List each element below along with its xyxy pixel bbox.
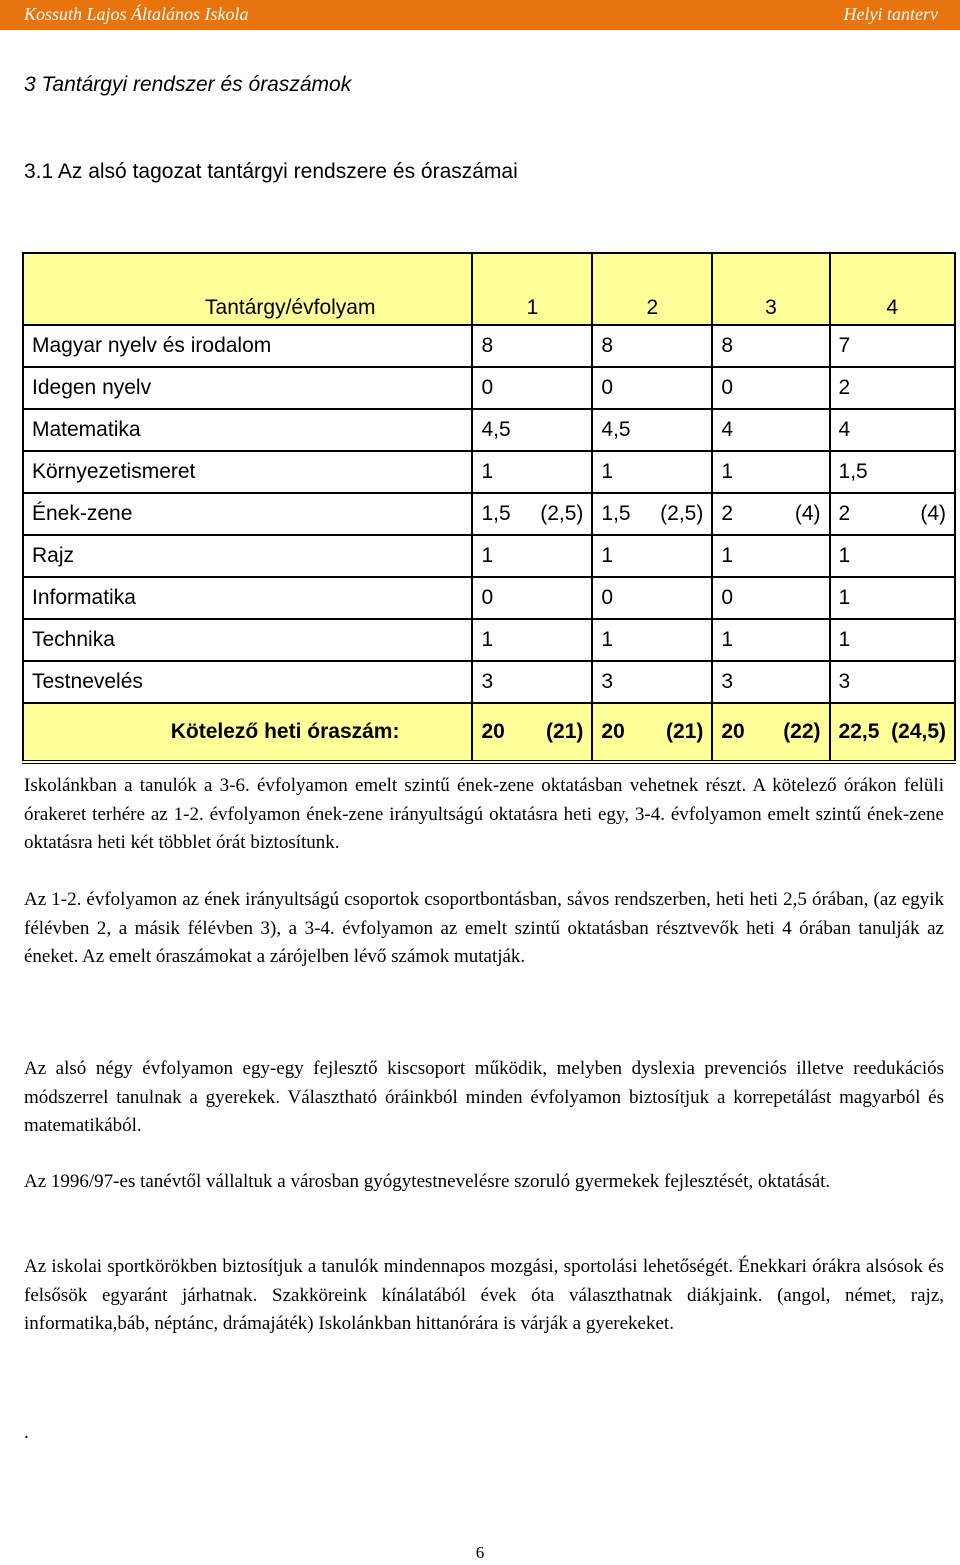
cell-part: (4) [920, 502, 946, 525]
table-row [23, 493, 955, 535]
hours-cell: 4 [830, 409, 955, 451]
total-hours-cell [712, 703, 829, 762]
cell-part: (21) [546, 720, 584, 743]
hours-cell: 0 [712, 577, 829, 619]
hours-cell: 4 [712, 409, 829, 451]
cell-part: (24,5) [891, 720, 946, 743]
total-hours-cell [472, 703, 592, 762]
hours-cell: 1 [592, 535, 712, 577]
hours-cell: 0 [592, 367, 712, 409]
hours-cell: 1,5 [830, 451, 955, 493]
hours-cell: 7 [830, 325, 955, 367]
hours-cell: 1 [830, 577, 955, 619]
cell-part: 1,5 [481, 502, 511, 525]
table-row [23, 451, 955, 493]
subject-name: Rajz [23, 535, 472, 577]
total-label: Kötelező heti óraszám: [23, 703, 472, 762]
cell-part: 2 [838, 502, 851, 525]
total-hours-cell [830, 703, 955, 762]
section-title: 3 Tantárgyi rendszer és óraszámok [24, 73, 352, 96]
hours-cell: 0 [472, 367, 592, 409]
hours-cell: 1 [472, 451, 592, 493]
subject-name: Magyar nyelv és irodalom [23, 325, 472, 367]
subject-name: Technika [23, 619, 472, 661]
paragraph-development: Az alsó négy évfolyamon egy-egy fejlesztő kiscsoport működik, melyben dyslexia prevenciós illetve reedukációs módszerrel tanulnak a gyerekek. Választható óráinkból minden évfolyamon biztosítjuk a korrepetálást magyarból és matematikából. [24, 1058, 944, 1136]
hours-cell: 3 [592, 661, 712, 703]
hours-cell: 3 [830, 661, 955, 703]
hours-cell: 0 [712, 367, 829, 409]
hours-cell: 1 [712, 535, 829, 577]
hours-cell: 1 [830, 619, 955, 661]
page-number: 6 [475, 1543, 485, 1562]
hours-cell: 1 [830, 535, 955, 577]
table-row [23, 367, 955, 409]
hours-cell [712, 493, 829, 535]
hours-cell [592, 493, 712, 535]
table-row [23, 661, 955, 703]
cell-part: 20 [721, 720, 745, 743]
header-grade: 3 [712, 253, 829, 325]
header-grade: 1 [472, 253, 592, 325]
cell-part: 20 [601, 720, 625, 743]
table-header-row [23, 253, 955, 325]
cell-part: 22,5 [838, 720, 880, 743]
document-name: Helyi tanterv [843, 4, 938, 24]
header-grade: 4 [830, 253, 955, 325]
subject-hours-table [22, 252, 956, 764]
hours-cell: 2 [830, 367, 955, 409]
hours-cell: 3 [712, 661, 829, 703]
hours-cell: 8 [592, 325, 712, 367]
hours-cell: 1 [592, 619, 712, 661]
hours-cell: 1 [592, 451, 712, 493]
table-row [23, 619, 955, 661]
paragraph-physical-therapy: Az 1996/97-es tanévtől vállaltuk a városban gyógytestnevelésre szoruló gyermekek fejlesztését, oktatását. [24, 1171, 831, 1192]
hours-cell: 1 [472, 619, 592, 661]
cell-part: (2,5) [540, 502, 584, 525]
header-subject: Tantárgy/évfolyam [23, 253, 472, 325]
hours-cell: 3 [472, 661, 592, 703]
header-grade: 2 [592, 253, 712, 325]
paragraph-sports: Az iskolai sportkörökben biztosítjuk a tanulók mindennapos mozgási, sportolási lehetőségét. Énekkari órákra alsósok és felsősök egyaránt járhatnak. Szakköreink kínálatából évek óta választhatnak diákjaink. (angol, német, rajz, informatika,báb, néptánc, drámajáték) Iskolánkban hittanórára is várják a gyerekeket. [24, 1256, 944, 1334]
hours-cell: 4,5 [592, 409, 712, 451]
paragraph-music: Iskolánkban a tanulók a 3-6. évfolyamon emelt szintű ének-zene oktatásban vehetnek részt. A kötelező órákon felüli órakeret terhére az 1-2. évfolyamon ének-zene irányultságú oktatásra heti egy, 3-4. évfolyamon emelt szintű ének-zene oktatásra heti két többlet órát biztosítunk. [24, 775, 944, 853]
cell-part: 2 [721, 502, 734, 525]
subject-name: Informatika [23, 577, 472, 619]
hours-cell: 8 [472, 325, 592, 367]
hours-cell [830, 493, 955, 535]
hours-cell: 0 [472, 577, 592, 619]
table-row [23, 409, 955, 451]
cell-part: (22) [783, 720, 821, 743]
trailing-dot: . [24, 1422, 29, 1443]
subject-name: Idegen nyelv [23, 367, 472, 409]
hours-cell: 4,5 [472, 409, 592, 451]
cell-part: (21) [665, 720, 704, 743]
subsection-title: 3.1 Az alsó tagozat tantárgyi rendszere és óraszámai [24, 160, 518, 183]
hours-cell: 1 [712, 451, 829, 493]
table-total-row [23, 703, 955, 762]
subject-name: Környezetismeret [23, 451, 472, 493]
hours-cell: 1 [712, 619, 829, 661]
hours-cell [472, 493, 592, 535]
cell-part: 20 [481, 720, 505, 743]
table-row [23, 535, 955, 577]
table-row [23, 577, 955, 619]
subject-name: Testnevelés [23, 661, 472, 703]
cell-part: 1,5 [601, 502, 631, 525]
subject-name: Matematika [23, 409, 472, 451]
page-header [0, 0, 960, 30]
school-name: Kossuth Lajos Általános Iskola [24, 4, 249, 24]
hours-cell: 8 [712, 325, 829, 367]
hours-cell: 1 [472, 535, 592, 577]
table-row [23, 325, 955, 367]
cell-part: (4) [794, 502, 821, 525]
hours-cell: 0 [592, 577, 712, 619]
subject-name: Ének-zene [23, 493, 472, 535]
total-hours-cell [592, 703, 712, 762]
cell-part: (2,5) [660, 502, 704, 525]
paragraph-music-groups: Az 1-2. évfolyamon az ének irányultságú csoportok csoportbontásban, sávos rendszerben, heti heti 2,5 órában, (az egyik félévben 2, a másik félévben 3), a 3-4. évfolyamon az emelt szintű oktatásban résztvevők heti 4 órában tanulják az éneket. Az emelt óraszámokat a zárójelben lévő számok mutatják. [24, 889, 944, 967]
